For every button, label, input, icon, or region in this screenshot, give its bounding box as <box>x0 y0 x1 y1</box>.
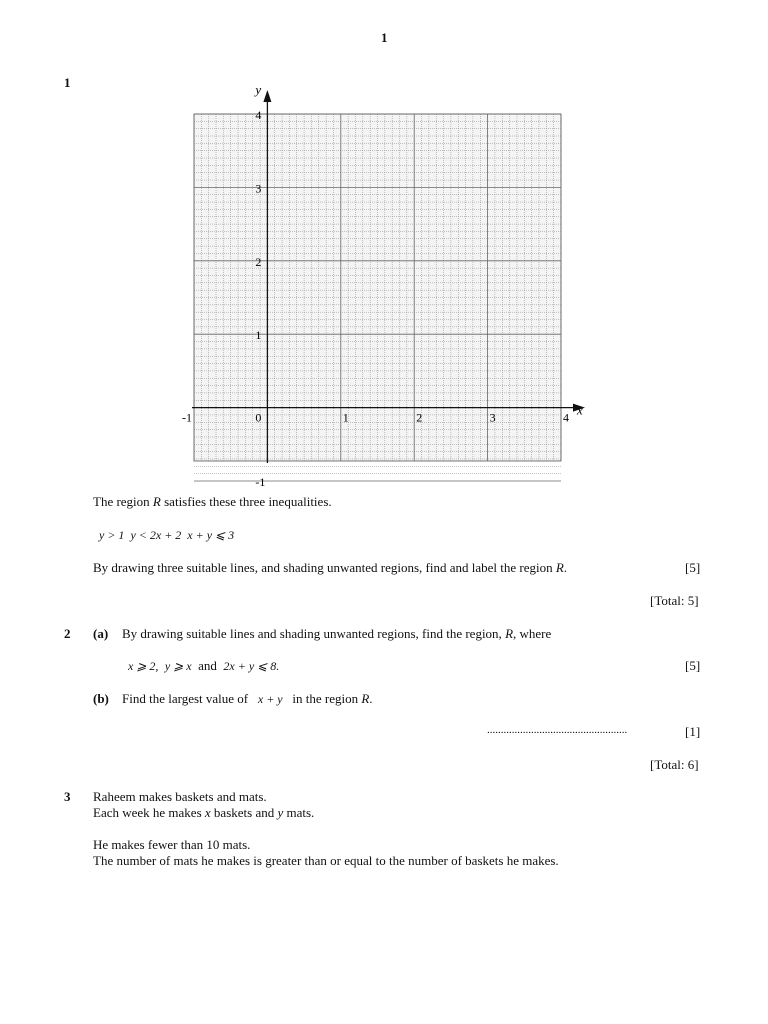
q2a-inequality-1: x ⩾ 2, <box>128 659 159 673</box>
q1-inequalities <box>99 528 234 543</box>
question-3-number: 3 <box>64 789 71 804</box>
q1-instruction <box>93 560 567 576</box>
q2b-marks: [1] <box>685 724 701 739</box>
q2a-text-var: R <box>505 626 514 641</box>
q1-inequality-1: y > 1 <box>99 528 125 542</box>
q3-var-x: x <box>204 805 211 820</box>
q2b-text <box>122 691 373 707</box>
y-tick-label: 4 <box>255 108 262 122</box>
q1-marks: [5] <box>685 560 701 575</box>
q1-total: [Total: 5] <box>650 593 699 608</box>
x-tick-label: -1 <box>182 410 192 425</box>
page-number: 1 <box>381 30 388 45</box>
q2a-text-pre: By drawing suitable lines and shading unwanted regions, find the region, <box>122 626 506 641</box>
q3-line-3: He makes fewer than 10 mats. <box>93 837 251 852</box>
x-axis-label: x <box>577 402 583 418</box>
q2a-inequality-2: y ⩾ x <box>164 659 192 673</box>
q1-grid-graph <box>170 82 600 489</box>
q1-instruction-post: . <box>563 560 568 575</box>
q2b-expr: x + y <box>257 692 283 706</box>
q3-line-2-mid: baskets and <box>210 805 278 820</box>
q2-total: [Total: 6] <box>650 757 699 772</box>
q1-inequality-3: x + y ⩽ 3 <box>187 528 235 542</box>
q2b-text-pre: Find the largest value of <box>122 691 249 706</box>
q1-instruction-pre: By drawing three suitable lines, and shading unwanted regions, find and label the region <box>93 560 556 575</box>
x-tick-label: 4 <box>563 410 569 425</box>
y-tick-label: 1 <box>255 328 262 343</box>
q2a-label: (a) <box>93 626 109 641</box>
q2a-and: and <box>198 658 217 673</box>
q2b-text-post: . <box>369 691 373 706</box>
x-tick-label: 1 <box>342 410 349 425</box>
q1-inequality-2: y < 2x + 2 <box>130 528 182 542</box>
y-axis-arrow <box>263 90 271 102</box>
q2b-text-var: R <box>361 691 370 706</box>
q3-line-2-pre: Each week he makes <box>93 805 205 820</box>
q1-instruction-var: R <box>555 560 564 575</box>
q2a-marks: [5] <box>685 658 701 673</box>
y-tick-label: 3 <box>255 181 262 196</box>
q3-line-2 <box>93 805 314 821</box>
q3-var-y: y <box>277 805 284 820</box>
q2b-label: (b) <box>93 691 109 706</box>
q1-intro <box>93 494 332 510</box>
q1-intro-var: R <box>152 494 161 509</box>
question-1-number: 1 <box>64 75 71 90</box>
q2a-text-post: , where <box>513 626 552 641</box>
x-tick-label: 3 <box>489 410 496 425</box>
q3-line-2-post: mats. <box>283 805 315 820</box>
q2a-inequality-3: 2x + y ⩽ 8. <box>223 659 280 673</box>
q2b-text-mid: in the region <box>292 691 362 706</box>
y-tick-label: -1 <box>255 475 266 489</box>
q1-intro-pre: The region <box>93 494 153 509</box>
q2a-text <box>122 626 551 642</box>
q2b-answer-line[interactable]: ................................................... <box>487 724 628 736</box>
x-tick-label: 2 <box>416 410 423 425</box>
question-2-number: 2 <box>64 626 71 641</box>
q3-line-1: Raheem makes baskets and mats. <box>93 789 267 804</box>
q2a-inequalities <box>128 658 279 674</box>
q1-intro-post: satisfies these three inequalities. <box>160 494 332 509</box>
y-tick-label: 2 <box>255 254 262 269</box>
q3-line-4: The number of mats he makes is greater than or equal to the number of baskets he makes. <box>93 853 559 868</box>
x-tick-label: 0 <box>255 410 262 425</box>
y-axis-label: y <box>255 82 262 97</box>
